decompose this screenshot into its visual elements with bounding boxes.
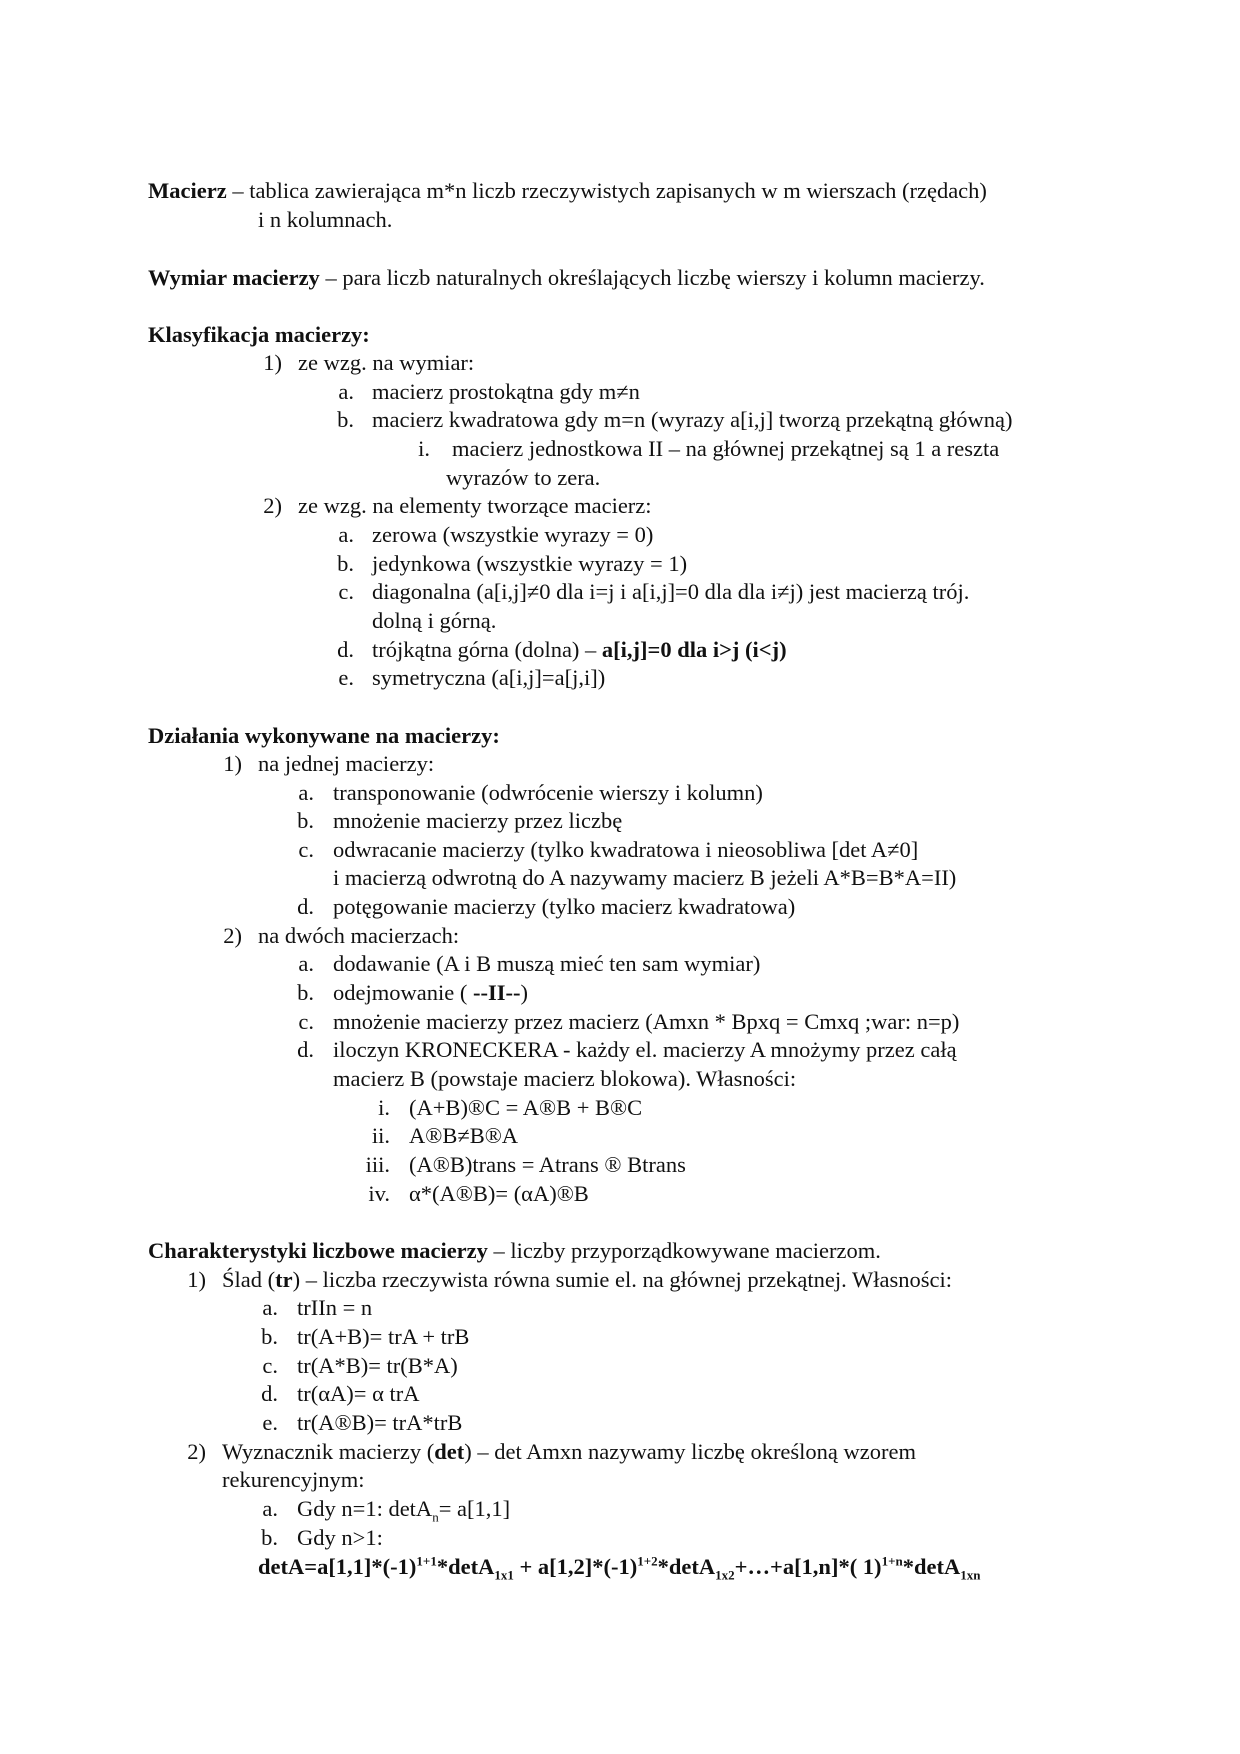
formula-part: *detA	[657, 1554, 716, 1579]
list-item: mnożenie macierzy przez macierz (Amxn * Bpxq = Cmxq ;war: n=p)	[333, 1009, 960, 1034]
formula-superscript: 1+n	[881, 1553, 903, 1569]
list-marker: a.	[262, 1496, 278, 1521]
macierz-term: Macierz	[148, 178, 227, 203]
list-item	[372, 636, 787, 665]
list-item: tr(A*B)= tr(B*A)	[297, 1353, 458, 1378]
list-marker: iv.	[368, 1181, 390, 1206]
wymiar-definition-text: – para liczb naturalnych określających liczbę wierszy i kolumn macierzy.	[319, 265, 985, 290]
formula-superscript: 1+1	[416, 1553, 437, 1569]
list-item: ze wzg. na elementy tworzące macierz:	[298, 493, 652, 518]
list-item-continuation: i macierzą odwrotną do A nazywamy macierz B jeżeli A*B=B*A=II)	[333, 865, 957, 890]
list-item: mnożenie macierzy przez liczbę	[333, 808, 623, 833]
list-item-continuation: dolną i górną.	[372, 608, 497, 633]
list-marker: b.	[337, 551, 354, 576]
list-marker: d.	[297, 1037, 314, 1062]
klasyfikacja-heading: Klasyfikacja macierzy:	[148, 322, 370, 347]
determinant-formula	[258, 1553, 980, 1582]
list-marker: e.	[338, 665, 354, 690]
formula-subscript: 1x1	[494, 1567, 514, 1583]
formula-subscript: 1xn	[960, 1567, 981, 1583]
wymiar-term: Wymiar macierzy	[148, 265, 320, 290]
list-item: A®B≠B®A	[409, 1123, 519, 1148]
list-item-continuation: macierz B (powstaje macierz blokowa). Własności:	[333, 1066, 797, 1091]
list-marker: 1)	[263, 350, 282, 375]
list-item: α*(A®B)= (αA)®B	[409, 1181, 589, 1206]
macierz-definition-text: – tablica zawierająca m*n liczb rzeczywistych zapisanych w m wierszach (rzędach)	[226, 178, 987, 203]
subscript: n	[432, 1509, 439, 1525]
trace-abbr: tr	[275, 1267, 293, 1292]
formula-part: +…+a[1,n]*( 1)	[734, 1554, 882, 1579]
macierz-definition	[148, 177, 987, 206]
list-marker: a.	[338, 522, 354, 547]
list-item	[222, 1266, 952, 1295]
list-item-text-after: ) – liczba rzeczywista równa sumie el. na głównej przekątnej. Własności:	[292, 1267, 952, 1292]
list-marker: c.	[338, 579, 354, 604]
formula-part: *detA	[902, 1554, 961, 1579]
list-item: Gdy n>1:	[297, 1525, 383, 1550]
formula-part: + a[1,2]*(-1)	[513, 1554, 638, 1579]
list-marker: d.	[337, 637, 354, 662]
list-marker: a.	[338, 379, 354, 404]
list-item: (A®B)trans = Atrans ® Btrans	[409, 1152, 686, 1177]
list-marker: a.	[298, 951, 314, 976]
list-item	[333, 979, 528, 1008]
list-item: odwracanie macierzy (tylko kwadratowa i nieosobliwa [det A≠0]	[333, 837, 919, 862]
list-item-text: Wyznacznik macierzy (	[222, 1439, 435, 1464]
list-item-text-after: )	[520, 980, 528, 1005]
list-marker: b.	[297, 980, 314, 1005]
list-item: (A+B)®C = A®B + B®C	[409, 1095, 643, 1120]
list-item: symetryczna (a[i,j]=a[j,i])	[372, 665, 606, 690]
list-item: iloczyn KRONECKERA - każdy el. macierzy A mnożymy przez całą	[333, 1037, 957, 1062]
charakterystyki-definition-text: – liczby przyporządkowywane macierzom.	[487, 1238, 881, 1263]
list-item: diagonalna (a[i,j]≠0 dla i=j i a[i,j]=0 dla dla i≠j) jest macierzą trój.	[372, 579, 970, 604]
list-marker: c.	[298, 837, 314, 862]
list-item-bold: --II--	[472, 980, 521, 1005]
list-marker: c.	[262, 1353, 278, 1378]
list-marker: 1)	[187, 1267, 206, 1292]
list-item: transponowanie (odwrócenie wierszy i kolumn)	[333, 780, 763, 805]
det-abbr: det	[434, 1439, 465, 1464]
list-item-text-after: = a[1,1]	[438, 1496, 511, 1521]
list-marker: iii.	[365, 1152, 390, 1177]
list-item-text-after: ) – det Amxn nazywamy liczbę określoną wzorem	[464, 1439, 917, 1464]
list-item	[222, 1438, 1090, 1467]
list-item-text: trójkątna górna (dolna) –	[372, 637, 602, 662]
list-item: ze wzg. na wymiar:	[298, 350, 475, 375]
list-marker: 2)	[223, 923, 242, 948]
list-item: macierz prostokątna gdy m≠n	[372, 379, 640, 404]
list-item: na dwóch macierzach:	[258, 923, 460, 948]
list-marker: b.	[261, 1324, 278, 1349]
list-marker: b.	[337, 407, 354, 432]
list-item-text: odejmowanie (	[333, 980, 473, 1005]
list-marker: c.	[298, 1009, 314, 1034]
formula-subscript: 1x2	[715, 1567, 735, 1583]
formula-part: detA=a[1,1]*(-1)	[258, 1554, 417, 1579]
list-marker: d.	[261, 1381, 278, 1406]
formula-superscript: 1+2	[637, 1553, 658, 1569]
list-item: tr(A®B)= trA*trB	[297, 1410, 463, 1435]
list-item: tr(αA)= α trA	[297, 1381, 420, 1406]
list-marker: 2)	[187, 1439, 206, 1464]
list-marker: b.	[297, 808, 314, 833]
list-item: potęgowanie macierzy (tylko macierz kwadratowa)	[333, 894, 796, 919]
list-marker: i.	[378, 1095, 390, 1120]
wymiar-definition	[148, 264, 985, 293]
list-item: trIIn = n	[297, 1295, 373, 1320]
list-marker: e.	[262, 1410, 278, 1435]
list-marker: 2)	[263, 493, 282, 518]
list-item-continuation: rekurencyjnym:	[222, 1467, 365, 1492]
list-marker: i.	[418, 436, 430, 461]
list-marker: ii.	[371, 1123, 390, 1148]
list-marker: d.	[297, 894, 314, 919]
dzialania-heading: Działania wykonywane na macierzy:	[148, 723, 500, 748]
list-item: tr(A+B)= trA + trB	[297, 1324, 470, 1349]
list-item-bold: a[i,j]=0 dla i>j (i<j)	[601, 637, 787, 662]
list-item: zerowa (wszystkie wyrazy = 0)	[372, 522, 654, 547]
list-item: dodawanie (A i B muszą mieć ten sam wymiar)	[333, 951, 761, 976]
list-marker: b.	[261, 1525, 278, 1550]
list-item-text: Ślad (	[222, 1267, 276, 1292]
list-item: macierz kwadratowa gdy m=n (wyrazy a[i,j] tworzą przekątną główną)	[372, 407, 1013, 432]
formula-part: *detA	[436, 1554, 495, 1579]
macierz-definition-continuation: i n kolumnach.	[258, 207, 393, 232]
list-item: jedynkowa (wszystkie wyrazy = 1)	[372, 551, 688, 576]
list-marker: 1)	[223, 751, 242, 776]
list-item: na jednej macierzy:	[258, 751, 435, 776]
list-marker: a.	[262, 1295, 278, 1320]
list-marker: a.	[298, 780, 314, 805]
list-item: macierz jednostkowa II – na głównej przekątnej są 1 a reszta	[452, 436, 1000, 461]
charakterystyki-term: Charakterystyki liczbowe macierzy	[148, 1238, 488, 1263]
list-item-text: Gdy n=1: detA	[297, 1496, 433, 1521]
list-item-continuation: wyrazów to zera.	[446, 465, 601, 490]
charakterystyki-definition	[148, 1237, 881, 1266]
list-item	[297, 1495, 510, 1524]
